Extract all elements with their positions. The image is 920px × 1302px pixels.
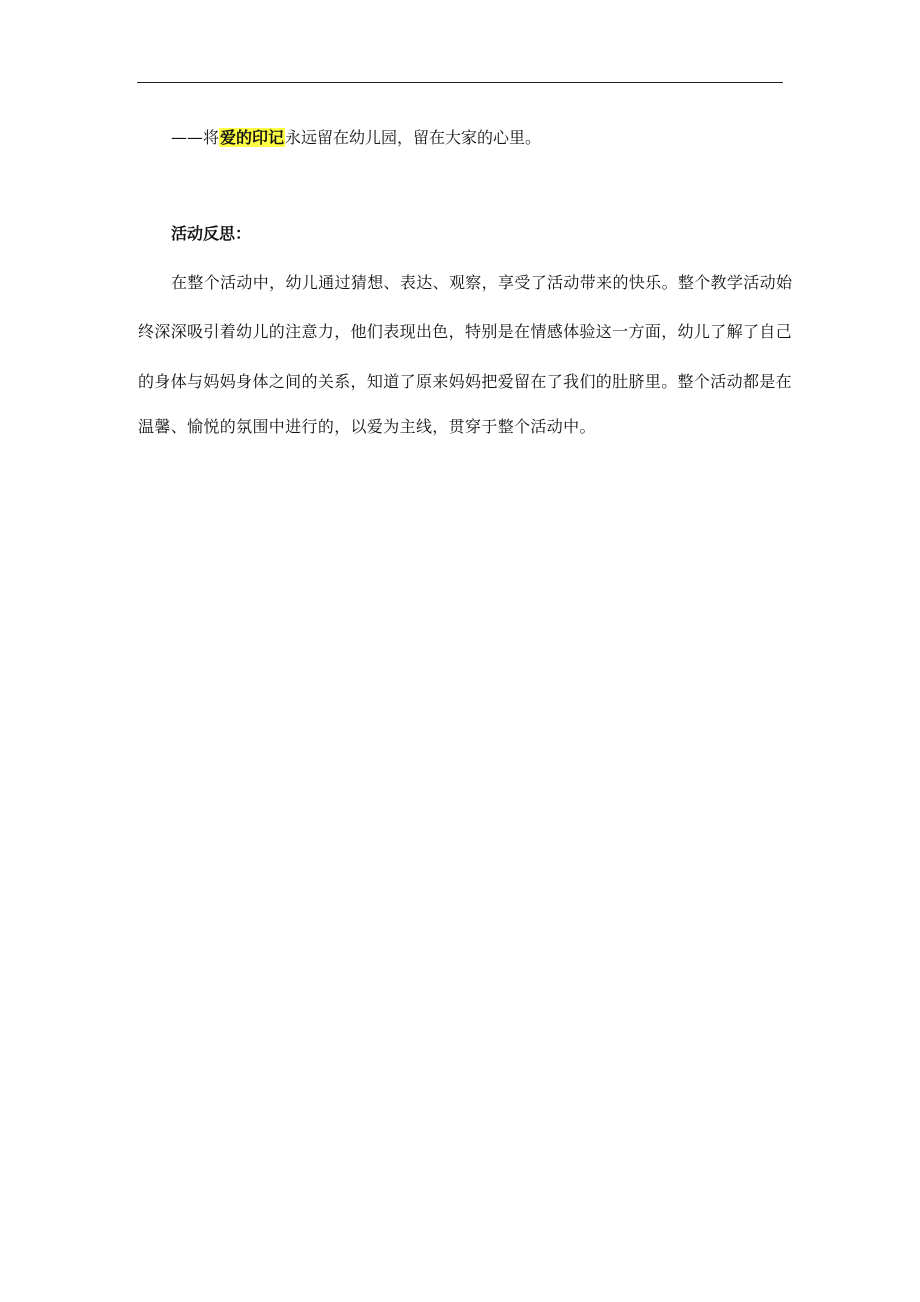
reflection-line: 终深深吸引着幼儿的注意力，他们表现出色，特别是在情感体验这一方面，幼儿了解了自己 — [138, 322, 793, 341]
header-rule — [137, 82, 783, 83]
closing-prefix: ——将 — [171, 128, 220, 147]
closing-line — [171, 128, 817, 148]
reflection-line: 在整个活动中，幼儿通过猜想、表达、观察，享受了活动带来的快乐。整个教学活动始 — [171, 273, 793, 292]
reflection-line: 温馨、愉悦的氛围中进行的，以爱为主线，贯穿于整个活动中。 — [138, 417, 596, 436]
section-heading: 活动反思： — [171, 224, 252, 243]
reflection-line: 的身体与妈妈身体之间的关系，知道了原来妈妈把爱留在了我们的肚脐里。整个活动都是在 — [138, 372, 793, 391]
highlighted-phrase: 爱的印记 — [220, 128, 285, 147]
closing-suffix: 永远留在幼儿园，留在大家的心里。 — [285, 128, 542, 147]
